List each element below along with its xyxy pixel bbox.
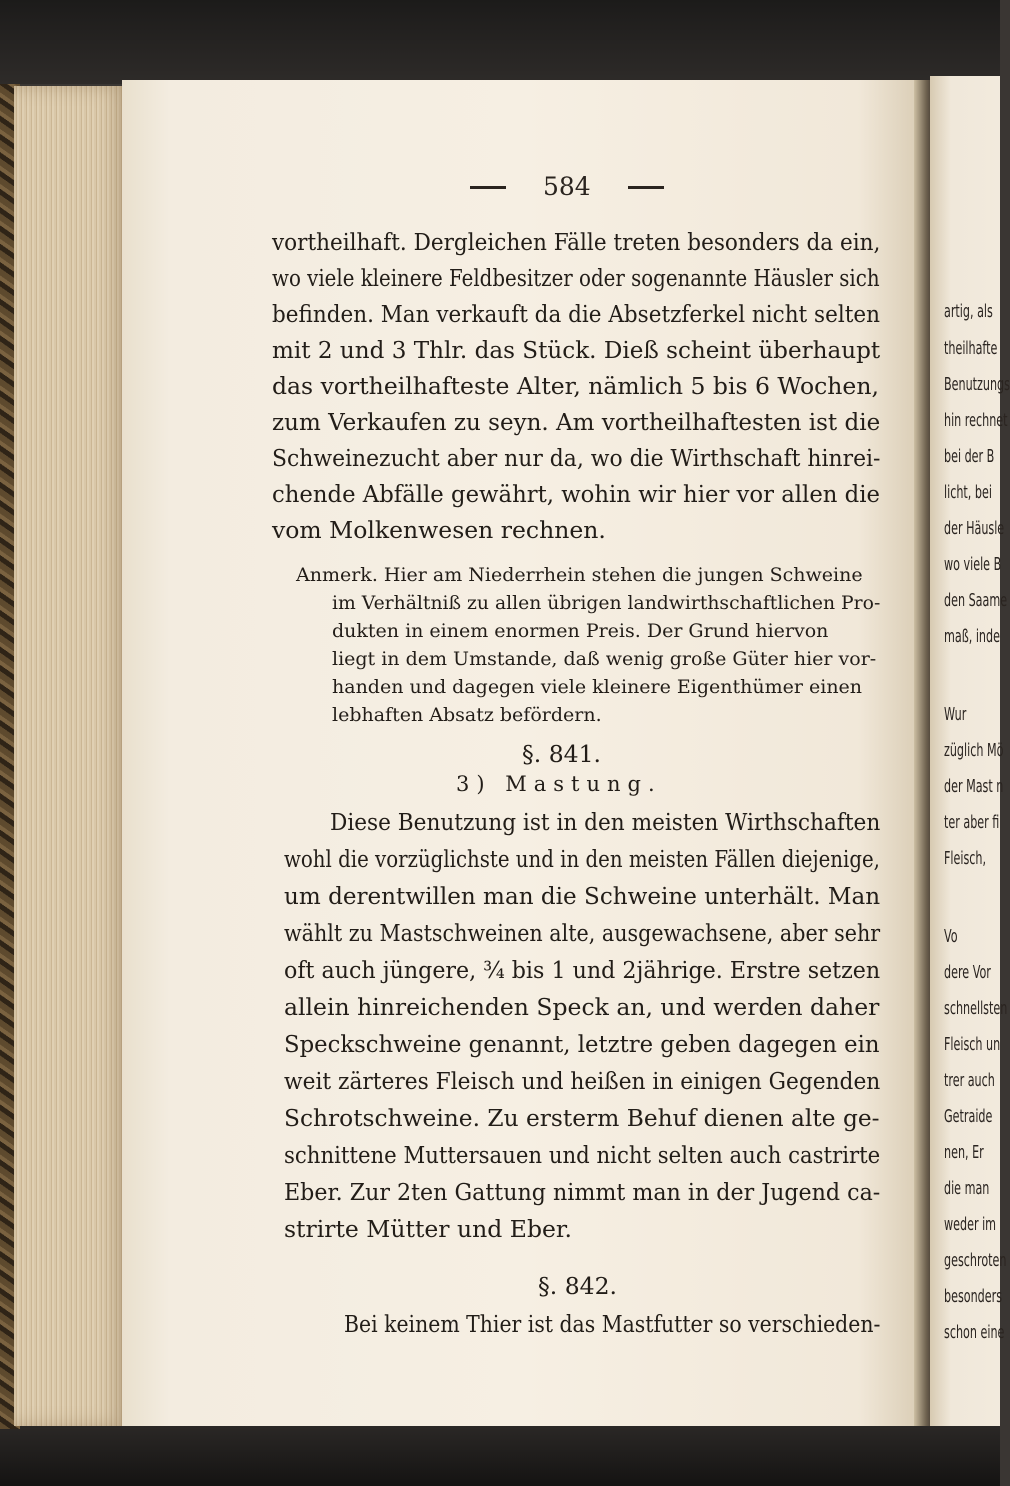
- header-dash-right: [628, 186, 664, 189]
- text-line: vortheilhaft. Dergleichen Fälle treten besonders da ein,: [272, 228, 881, 256]
- text-line: wohl die vorzüglichste und in den meisten Fällen diejenige,: [284, 845, 880, 873]
- note-line: handen und dagegen viele kleinere Eigenthümer einen: [332, 676, 863, 698]
- text-line: allein hinreichenden Speck an, und werden daher: [284, 993, 880, 1021]
- fragment-line: züglich Mö: [944, 740, 1004, 761]
- fragment-line: geschroten: [944, 1250, 1007, 1271]
- background-bottom: [0, 1425, 1000, 1486]
- text-line: Bei keinem Thier ist das Mastfutter so verschieden-: [344, 1310, 881, 1338]
- fragment-line: trer auch: [944, 1070, 995, 1091]
- fragment-line: schnellsten: [944, 998, 1008, 1019]
- section-heading: §. 841.: [522, 740, 602, 768]
- note-line: Anmerk. Hier am Niederrhein stehen die jungen Schweine: [296, 564, 863, 586]
- fragment-line: theilhafte: [944, 338, 998, 359]
- text-line: um derentwillen man die Schweine unterhält. Man: [284, 882, 881, 910]
- text-line: chende Abfälle gewährt, wohin wir hier vor allen die: [272, 480, 880, 508]
- fragment-line: Wur: [944, 704, 967, 725]
- header-dash-left: [470, 186, 506, 189]
- text-line: zum Verkaufen zu seyn. Am vortheilhaftesten ist die: [272, 408, 881, 436]
- text-line: wählt zu Mastschweinen alte, ausgewachsene, aber sehr: [284, 919, 881, 947]
- fragment-line: wo viele B: [944, 554, 1002, 575]
- text-line: Schweinezucht aber nur da, wo die Wirthschaft hinrei-: [272, 444, 881, 472]
- fragment-line: der Häusle: [944, 518, 1005, 539]
- fragment-line: artig, als: [944, 301, 993, 322]
- text-line: schnittene Muttersauen und nicht selten auch castrirte: [284, 1141, 881, 1169]
- text-line: wo viele kleinere Feldbesitzer oder sogenannte Häusler sich: [272, 264, 880, 292]
- fragment-line: den Saame: [944, 590, 1008, 611]
- fragment-line: weder im: [944, 1214, 997, 1235]
- text-line: oft auch jüngere, ¾ bis 1 und 2jährige. Erstre setzen: [284, 956, 881, 984]
- fragment-line: nen, Er: [944, 1142, 984, 1163]
- fragment-line: Benutzungs: [944, 374, 1010, 395]
- text-line: mit 2 und 3 Thlr. das Stück. Dieß scheint überhaupt: [272, 336, 881, 364]
- fragment-line: der Mast n: [944, 776, 1004, 797]
- fragment-line: maß, inde: [944, 626, 1000, 647]
- section-heading: §. 842.: [538, 1272, 618, 1300]
- text-line: vom Molkenwesen rechnen.: [272, 516, 606, 544]
- fragment-line: bei der B: [944, 446, 995, 467]
- fragment-line: ter aber fi: [944, 812, 1000, 833]
- fragment-line: die man: [944, 1178, 990, 1199]
- text-line: Speckschweine genannt, letztre geben dagegen ein: [284, 1030, 880, 1058]
- fragment-line: Getraide: [944, 1106, 993, 1127]
- text-line: strirte Mütter und Eber.: [284, 1215, 573, 1243]
- right-page-fragment: [930, 76, 1010, 1426]
- fragment-line: hin rechnet: [944, 410, 1008, 431]
- text-line: weit zärteres Fleisch und heißen in einigen Gegenden: [284, 1067, 881, 1095]
- text-line: befinden. Man verkauft da die Absetzferkel nicht selten: [272, 300, 880, 328]
- text-line: das vortheilhafteste Alter, nämlich 5 bis 6 Wochen,: [272, 372, 879, 400]
- fragment-line: dere Vor: [944, 962, 991, 983]
- note-line: im Verhältniß zu allen übrigen landwirthschaftlichen Pro-: [332, 592, 881, 614]
- background-top: [0, 0, 1000, 84]
- fragment-line: schon eine: [944, 1322, 1005, 1343]
- fragment-line: besonders: [944, 1286, 1003, 1307]
- text-line: Eber. Zur 2ten Gattung nimmt man in der Jugend ca-: [284, 1178, 881, 1206]
- fragment-line: Fleisch,: [944, 848, 987, 869]
- page-number: 584: [543, 172, 591, 201]
- note-line: liegt in dem Umstande, daß wenig große Güter hier vor-: [332, 648, 877, 670]
- fragment-line: Fleisch un: [944, 1034, 1001, 1055]
- fragment-line: licht, bei: [944, 482, 992, 503]
- text-line: Schrotschweine. Zu ersterm Behuf dienen alte ge-: [284, 1104, 880, 1132]
- text-line: Diese Benutzung ist in den meisten Wirthschaften: [330, 808, 881, 836]
- section-subtitle: 3) Mastung.: [456, 772, 662, 796]
- note-line: lebhaften Absatz befördern.: [332, 704, 602, 726]
- note-line: dukten in einem enormen Preis. Der Grund hiervon: [332, 620, 829, 642]
- fragment-line: Vo: [944, 926, 958, 947]
- page-edges: [14, 86, 126, 1426]
